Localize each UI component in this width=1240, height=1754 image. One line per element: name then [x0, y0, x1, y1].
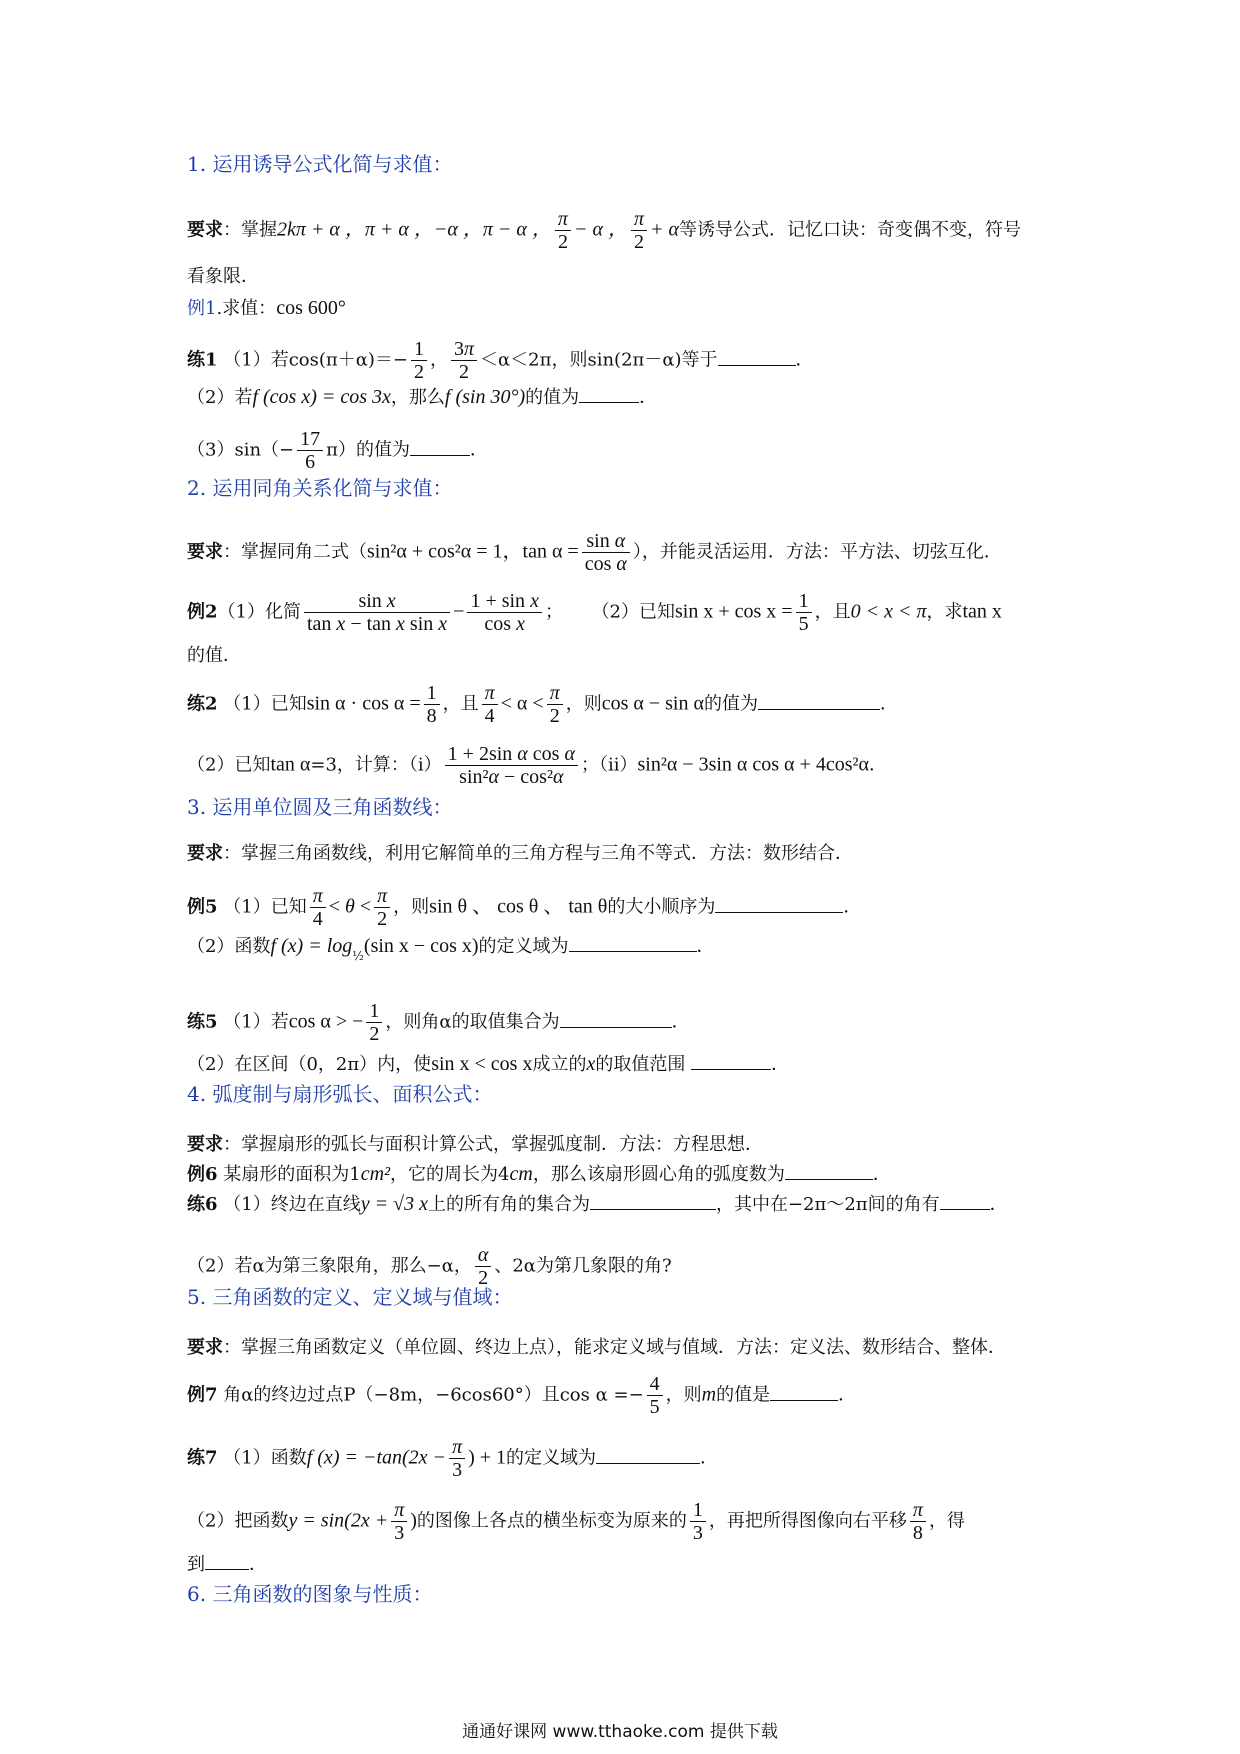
section-title-4: 4. 弧度制与扇形弧长、面积公式：	[187, 1082, 493, 1106]
example-7: 例7 角α的终边过点P（−8m，−6cos60°）且cos α =− $\frac{4}{5}$ ，则m的值是 ．	[187, 1373, 857, 1418]
s1-requirement: 要求：掌握2kπ + α ，π + α ，−α ，π − α ， $\frac{\pi}{2}$ − α ， $\frac{\pi}{2}$ + α等诱导公式．记忆口诀：奇变偶不变，符号	[187, 208, 1021, 253]
practice-2-1: 练2 （1）已知sin α · cos α = $\frac{1}{8}$ ，且 $\frac{\pi}{4}$ < α < $\frac{\pi}{2}$ ，则cos α − sin α的值为 ．	[187, 682, 898, 727]
practice-6-2: （2）若α为第三象限角，那么−α， $\frac{\alpha}{2}$ 、2α为第几象限的角?	[187, 1244, 672, 1289]
section-title-1: 1. 运用诱导公式化简与求值：	[187, 152, 453, 176]
practice-6-1: 练6 （1）终边在直线y = √3 x上的所有角的集合为 ，其中在−2π～2π间的角有 ．	[187, 1193, 1008, 1215]
practice-1-1: 练1 （1）若cos(π＋α)＝− $\frac{1}{2}$ ， $\frac{3\pi}{2}$ ＜α＜2π，则sin(2π－α)等于 ．	[187, 338, 814, 383]
answer-blank[interactable]	[579, 398, 639, 403]
practice-7-2: （2）把函数y = sin(2x + $\frac{\pi}{3}$ )的图像上各点的横坐标变为原来的 $\frac{1}{3}$ ，再把所得图像向右平移 $\frac{\pi}{8}$ ，得	[187, 1499, 965, 1544]
practice-7-2-cont: 到 ．	[187, 1554, 267, 1575]
s5-requirement: 要求：掌握三角函数定义（单位圆、终边上点），能求定义域与值域．方法：定义法、数形结合、整体．	[187, 1337, 1006, 1358]
answer-blank[interactable]	[940, 1205, 990, 1210]
section-title-6: 6. 三角函数的图象与性质：	[187, 1582, 433, 1606]
practice-1-2: （2）若f (cos x) = cos 3x，那么f (sin 30°)的值为 ．	[187, 386, 658, 408]
answer-blank[interactable]	[758, 705, 880, 710]
s1-requirement-cont: 看象限．	[187, 266, 259, 287]
practice-5-1: 练5 （1）若cos α > − $\frac{1}{2}$ ，则角α的取值集合为 ．	[187, 1000, 690, 1045]
example-1: 例1.求值：cos 600°	[187, 297, 346, 319]
s4-requirement: 要求：掌握扇形的弧长与面积计算公式，掌握弧度制．方法：方程思想．	[187, 1134, 763, 1155]
practice-2-2: （2）已知tan α=3，计算：（i） $\frac{\text{1 + 2sin α cos α}}{\text{sin²α − cos²α}}$ ；（ii）sin²α − 3sin α cos α + 4cos²α．	[187, 743, 887, 788]
example-label: 例1	[187, 298, 217, 319]
practice-label: 练1	[187, 349, 218, 371]
section-title-2: 2. 运用同角关系化简与求值：	[187, 476, 453, 500]
requirement-label: 要求	[187, 219, 223, 241]
answer-blank[interactable]	[715, 908, 843, 913]
answer-blank[interactable]	[691, 1065, 771, 1070]
formula: 2kπ + α ，π + α ，−α ，π − α ，	[277, 218, 552, 241]
example-5-1: 例5 （1）已知 $\frac{\pi}{4}$ < θ < $\frac{\pi}{2}$ ，则sin θ 、 cos θ 、 tan θ的大小顺序为 ．	[187, 885, 862, 930]
practice-7-1: 练7 （1）函数f (x) = −tan(2x − $\frac{\pi}{3}$ ) + 1的定义域为 ．	[187, 1436, 719, 1481]
answer-blank[interactable]	[590, 1205, 716, 1210]
answer-blank[interactable]	[596, 1459, 700, 1464]
section-title-5: 5. 三角函数的定义、定义域与值域：	[187, 1285, 513, 1309]
practice-5-2: （2）在区间（0，2π）内，使sin x < cos x成立的x的取值范围 ．	[187, 1053, 790, 1075]
example-6: 例6 某扇形的面积为1cm²，它的周长为4cm，那么该扇形圆心角的弧度数为 ．	[187, 1163, 891, 1185]
answer-blank[interactable]	[718, 361, 796, 366]
page-footer: 通通好课网 www.tthaoke.com 提供下载	[462, 1722, 778, 1742]
example-5-2: （2）函数f $(x) = \log_{\frac{1}{2}}(\sin$ x − cos x)的定义域为 ．	[187, 935, 715, 963]
answer-blank[interactable]	[770, 1396, 838, 1401]
practice-1-3: （3）sin（− $\frac{17}{6}$ π）的值为 ．	[187, 428, 488, 473]
example-2: 例2（1）化简 $\frac{\text{sin x}}{\text{tan x − tan x sin x}}$ − $\frac{\text{1 + sin x}}{\text{cos x}}$ ； （2）已知sin x + cos x = $\frac{1}{5}$ ，且0 < x < π，求tan x	[187, 590, 1002, 635]
answer-blank[interactable]	[560, 1023, 672, 1028]
answer-blank[interactable]	[205, 1565, 249, 1570]
answer-blank[interactable]	[785, 1175, 873, 1180]
answer-blank[interactable]	[569, 947, 697, 952]
answer-blank[interactable]	[410, 451, 470, 456]
s3-requirement: 要求：掌握三角函数线，利用它解简单的三角方程与三角不等式．方法：数形结合．	[187, 843, 853, 864]
example-2-cont: 的值．	[187, 645, 241, 666]
s2-requirement: 要求：掌握同角二式（sin²α + cos²α = 1，tan α = $\frac{\text{sin α}}{\text{cos α}}$ ），并能灵活运用．方法：平方法、切弦互化．	[187, 530, 1002, 575]
section-title-3: 3. 运用单位圆及三角函数线：	[187, 795, 453, 819]
